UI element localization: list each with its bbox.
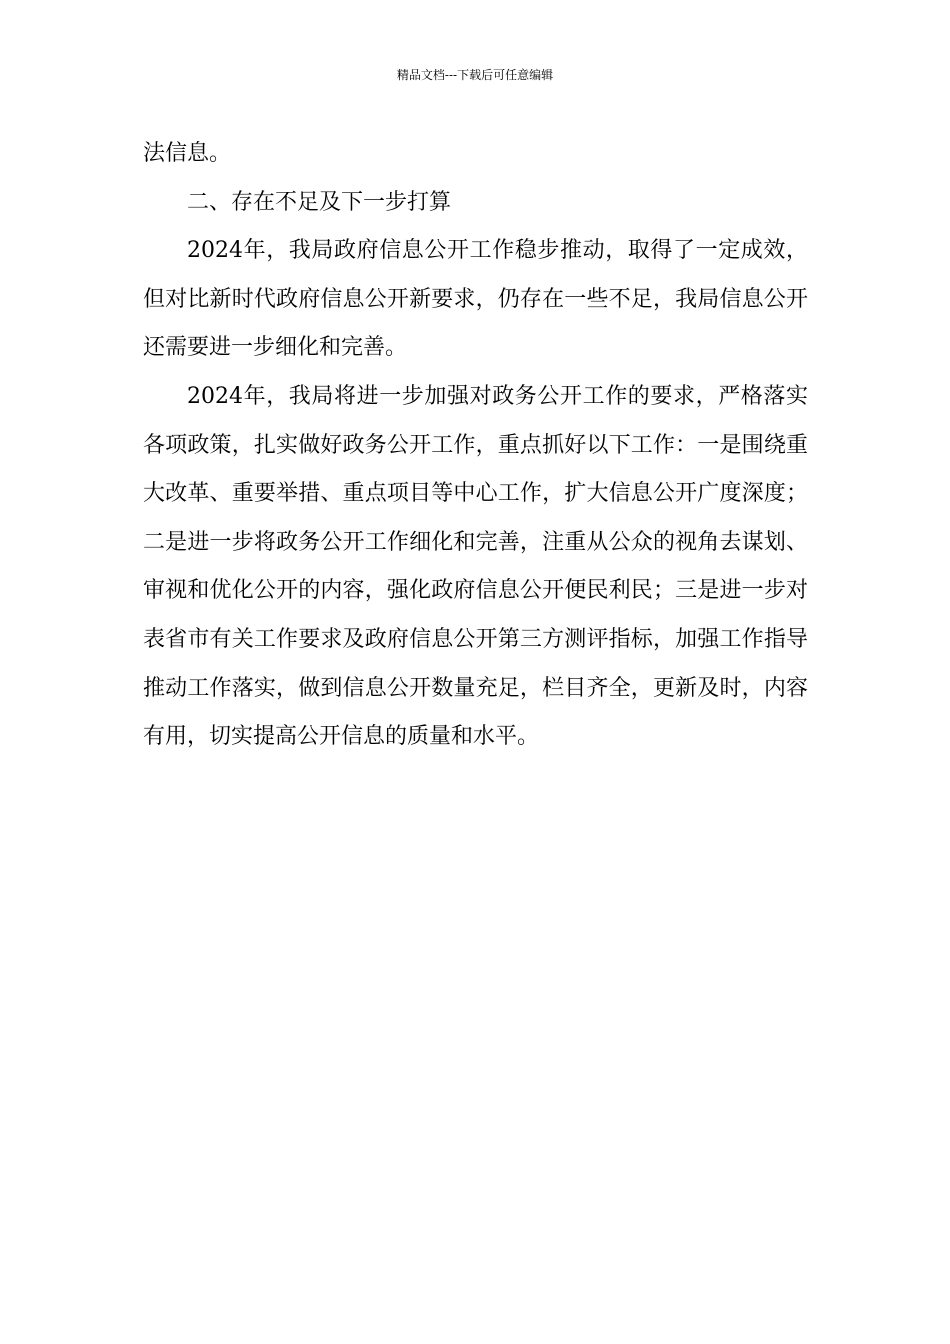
section-heading: 二、存在不足及下一步打算: [187, 189, 452, 215]
document-body: [143, 130, 808, 762]
page-header: 精品文档---下载后可任意编辑: [396, 68, 554, 82]
paragraph-continuation: 法信息。: [143, 141, 232, 166]
paragraph: 2024年，我局政府信息公开工作稳步推动，取得了一定成效，但对比新时代政府信息公开新要求，仍存在一些不足，我局信息公开还需要进一步细化和完善。: [143, 238, 808, 361]
paragraph: 2024年，我局将进一步加强对政务公开工作的要求，严格落实各项政策，扎实做好政务公开工作，重点抓好以下工作：一是围绕重大改革、重要举措、重点项目等中心工作，扩大信息公开广度深度；二是进一步将政务公开工作细化和完善，注重从公众的视角去谋划、审视和优化公开的内容，强化政府信息公开便民利民；三是进一步对表省市有关工作要求及政府信息公开第三方测评指标，加强工作指导推动工作落实，做到信息公开数量充足，栏目齐全，更新及时，内容有用，切实提高公开信息的质量和水平。: [143, 383, 808, 750]
